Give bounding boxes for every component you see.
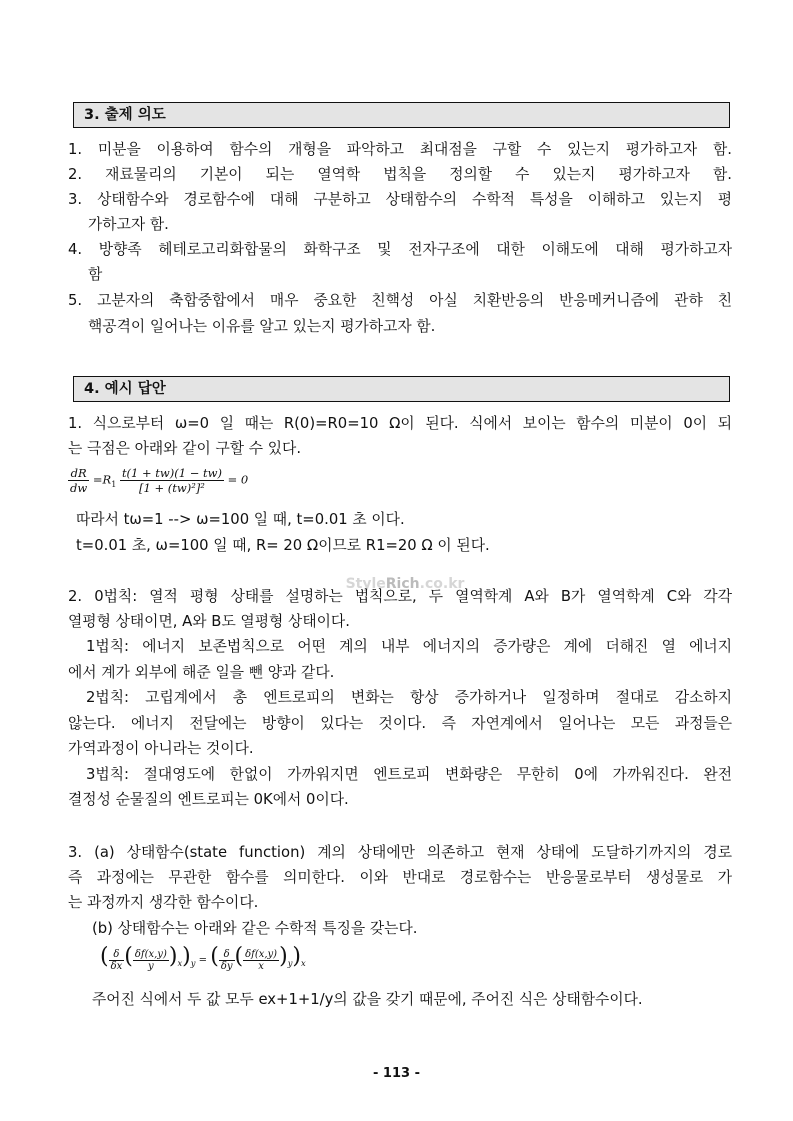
section-3-heading: 3. 출제 의도 bbox=[73, 102, 730, 128]
derivative-formula: $\frac{dR}{dw}$ $=R_1$ $\frac{t(1 + tw)(1 - tw)}{\text{[1 + (tw)²]²}}$ = 0 bbox=[70, 466, 249, 495]
answer1-line-2: 는 극점은 아래와 같이 구할 수 있다. bbox=[68, 440, 302, 457]
page-number: - 113 - bbox=[373, 1066, 420, 1081]
answer2-line-1: 2. 0법칙: 열적 평형 상태를 설명하는 법칙으로, 두 열역학계 A와 B가 열역학계 C와 각각 bbox=[68, 588, 732, 605]
answer2-line-5: 2법칙: 고립계에서 총 엔트로피의 변화는 항상 증가하거나 일정하며 절대로 감소하지 bbox=[86, 689, 732, 706]
answer3-line-2: 즉 과정에는 무관한 함수를 의미한다. 이와 반대로 경로함수는 반응물로부터 생성물로 가 bbox=[68, 869, 732, 886]
intent-line-3: 3. 상태함수와 경로함수에 대해 구분하고 상태함수의 수학적 특성을 이해하고 있는지 평 bbox=[68, 191, 732, 208]
answer3-line-5: 주어진 식에서 두 값 모두 ex+1+1/y의 값을 갖기 때문에, 주어진 식은 상태함수이다. bbox=[92, 991, 643, 1008]
watermark-logo: StyleRich.co.kr bbox=[345, 576, 465, 592]
answer2-line-4: 에서 계가 외부에 해준 일을 뺀 양과 같다. bbox=[68, 664, 335, 681]
answer1-line-3: 따라서 tω=1 --> ω=100 일 때, t=0.01 초 이다. bbox=[76, 511, 405, 528]
answer2-line-9: 결정성 순물질의 엔트로피는 0K에서 0이다. bbox=[68, 791, 349, 808]
answer1-line-1: 1. 식으로부터 ω=0 일 때는 R(0)=R0=10 Ω이 된다. 식에서 보이는 함수의 미분이 0이 되 bbox=[68, 415, 732, 432]
intent-line-4: 4. 방향족 헤테로고리화합물의 화학구조 및 전자구조에 대한 이해도에 대해 평가하고자 bbox=[68, 241, 732, 258]
answer2-line-3: 1법칙: 에너지 보존법칙으로 어떤 계의 내부 에너지의 증가량은 계에 더해진 열 에너지 bbox=[86, 638, 732, 655]
answer3-line-3: 는 과정까지 생각한 함수이다. bbox=[68, 894, 259, 911]
answer3-line-1: 3. (a) 상태함수(state function) 계의 상태에만 의존하고 현재 상태에 도달하기까지의 경로 bbox=[68, 844, 732, 861]
answer2-line-8: 3법칙: 절대영도에 한없이 가까워지면 엔트로피 변화량은 무한히 0에 가까워진다. 완전 bbox=[86, 766, 732, 783]
answer1-line-4: t=0.01 초, ω=100 일 때, R= 20 Ω이므로 R1=20 Ω 이 된다. bbox=[76, 537, 490, 554]
intent-line-5-cont: 핵공격이 일어나는 이유를 알고 있는지 평가하고자 함. bbox=[88, 318, 436, 335]
state-function-formula: ( $\frac{\delta}{\delta x}$ ( $\frac{\delta f(x,y)}{y}$ )$_x)_y$ = ( $\frac{\delta}{\delta y}$ ( $\frac{\delta f(x,y)}{x}$ )$_y)_x$ bbox=[100, 944, 306, 972]
answer2-line-2: 열평형 상태이면, A와 B도 열평형 상태이다. bbox=[68, 613, 350, 630]
section-4-heading: 4. 예시 답안 bbox=[73, 376, 730, 402]
intent-line-1: 1. 미분을 이용하여 함수의 개형을 파악하고 최대점을 구할 수 있는지 평가하고자 함. bbox=[68, 141, 732, 158]
answer2-line-6: 않는다. 에너지 전달에는 방향이 있다는 것이다. 즉 자연계에서 일어나는 모든 과정들은 bbox=[68, 715, 732, 732]
answer3-line-4: (b) 상태함수는 아래와 같은 수학적 특징을 갖는다. bbox=[92, 920, 418, 937]
intent-line-2: 2. 재료물리의 기본이 되는 열역학 법칙을 정의할 수 있는지 평가하고자 함. bbox=[68, 166, 732, 183]
answer2-line-7: 가역과정이 아니라는 것이다. bbox=[68, 740, 254, 757]
intent-line-5: 5. 고분자의 축합중합에서 매우 중요한 친핵성 아실 치환반응의 반응메커니즘에 관햐 친 bbox=[68, 292, 732, 309]
intent-line-3-cont: 가하고자 함. bbox=[88, 216, 169, 233]
intent-line-4-cont: 함 bbox=[88, 266, 103, 283]
